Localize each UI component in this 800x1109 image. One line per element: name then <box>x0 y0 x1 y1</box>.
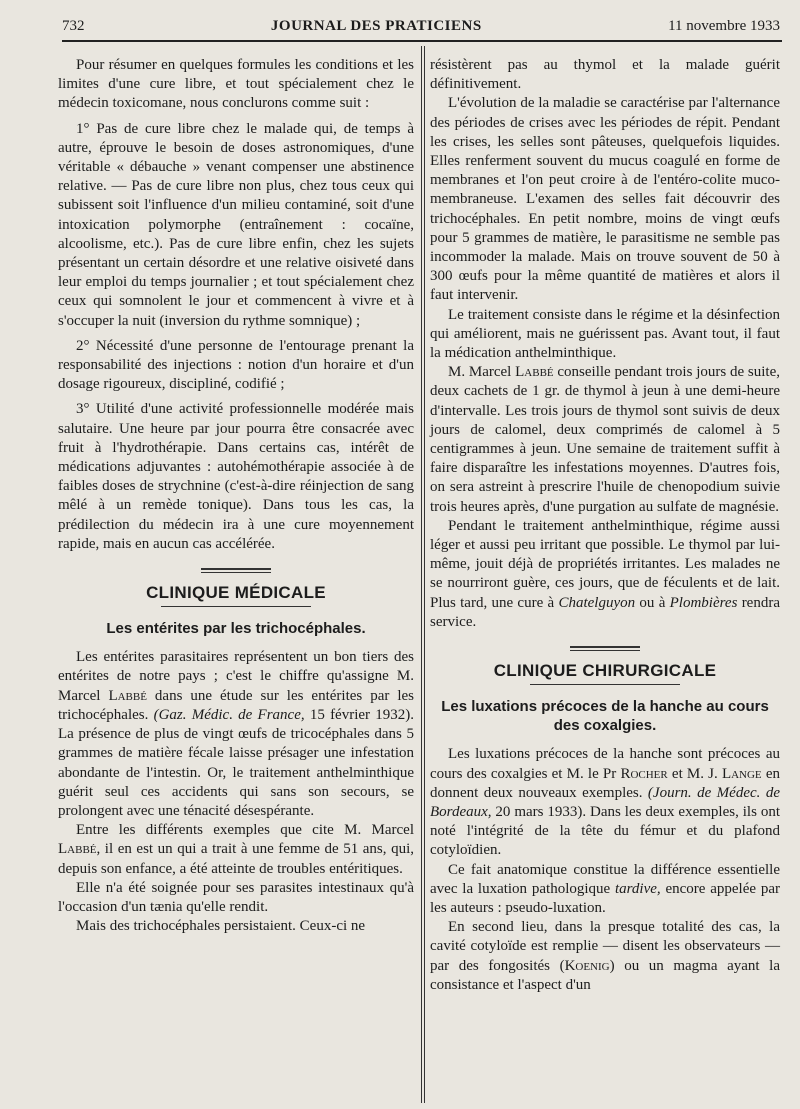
article-paragraph-1: Les entérites parasitaires représentent un bon tiers des entérites de notre pays ; c'est le chiffre qu'assigne M. Marcel Labbé dans une étude sur les entérites par les trichocéphales. (Gaz. Médic. de France, 15 février 1932). La présence de plus de vingt œufs de tricocéphales dans 5 grammes de matière fécale laisse présager une infestation abondante de l'intestin. Or, le traitement anthelminthique guérit seul ces accidents qui sans son secours, se prolongent avec une ténacité désespérante. <box>58 649 414 819</box>
section-ornament <box>201 568 271 573</box>
article-paragraph-luxations-1: Les luxations précoces de la hanche sont précoces au cours des coxalgies et M. le Pr Rocher et M. J. Lange en donnent deux nouveaux exemples. (Journ. de Médec. de Bordeaux, 20 mars 1933). Dans les deux exemples, ils ont noté l'intégrité de la tête du fémur et du plafond cotyloïdien. <box>430 746 780 859</box>
paragraph-point-1: 1° Pas de cure libre chez le malade qui, de temps à autre, éprouve le besoin de doses astronomiques, d'une véritable « débauche » venant compenser une abstinence relative. — Pas de cure libre non plus, chez tous ceux qui subissent soit l'influence d'un milieu contaminé, soit d'une intoxication polymorphe (entraînement : cocaïne, alcoolisme, etc.). Pas de cure libre enfin, chez les sujets présentant un certain désordre et une relative oisiveté dans leur emploi du temps journalier ; et tout spécialement chez ceux qui somnolent le jour et commencent à vivre et à s'occuper la nuit (inversion du rythme somnique) ; <box>58 120 414 329</box>
column-divider <box>421 46 422 1103</box>
section-underline <box>161 606 311 607</box>
place-name: Plombières <box>669 594 738 611</box>
issue-date: 11 novembre 1933 <box>668 18 780 34</box>
author-name: Koenig <box>564 957 610 974</box>
citation: (Gaz. Médic. de France, <box>153 706 305 723</box>
citation: (Journ. de Médec. de Bordeaux, <box>430 784 780 820</box>
section-title-chirurgicale: CLINIQUE CHIRURGICALE <box>493 661 717 681</box>
author-name: Labbé <box>58 841 97 858</box>
page-header <box>62 18 780 40</box>
article-paragraph-luxations-2: Ce fait anatomique constitue la différence essentielle avec la luxation pathologique tardive, encore appelée par les auteurs : pseudo-luxation. <box>430 861 780 916</box>
article-paragraph-2: Entre les différents exemples que cite M. Marcel Labbé, il en est un qui a trait à une femme de 51 ans, qui, depuis son enfance, a été atteinte de troubles entéritiques. <box>58 822 414 877</box>
paragraph-traitement: Le traitement consiste dans le régime et la désinfection qui améliorent, mais ne guérissent pas. Avant tout, il faut la médication anthelminthique. <box>430 306 780 362</box>
place-name: Chatelguyon <box>558 594 636 611</box>
section-ornament <box>570 646 640 651</box>
author-name: Labbé <box>515 364 554 381</box>
article-paragraph-3: Elle n'a été soignée pour ses parasites intestinaux qu'à l'occasion d'un tænia qu'elle rendit. <box>58 879 414 915</box>
paragraph-labbe-protocol: M. Marcel Labbé conseille pendant trois jours de suite, deux cachets de 1 gr. de thymol à jeun à une demi-heure d'intervalle. Les trois jours de thymol sont suivis de deux jours de calomel, deux comprimés de calomel à 5 centigrammes à jeun. Une semaine de traitement suffit à faire disparaître les infestations moyennes. D'autres fois, on sera astreint à prescrire l'huile de chenopodium suivie trois heures après, d'une purgation au sulfate de magnésie. <box>430 364 781 515</box>
paragraph-continuation: résistèrent pas au thymol et la malade guérit définitivement. <box>430 57 780 93</box>
article-paragraph-4: Mais des trichocéphales persistaient. Ceux-ci ne <box>76 918 366 935</box>
header-rule <box>62 40 782 42</box>
paragraph-regime: Pendant le traitement anthelminthique, régime aussi léger et aussi peu irritant que possible. Le thymol par lui-même, jouit déjà de propriétés irritantes. Les malades ne se nourriront guère, ces jours, que de féculents et de lait. Plus tard, une cure à Chatelguyon ou à Plombières rendra service. <box>430 517 780 630</box>
article-title-luxations: Les luxations précoces de la hanche au cours des coxalgies. <box>441 698 769 735</box>
article-paragraph-luxations-3: En second lieu, dans la presque totalité des cas, la cavité cotyloïde est remplie — disent les observateurs — par des fongosités (Koenig) ou un magma ayant la consistance et l'aspect d'un <box>430 919 780 993</box>
left-column <box>58 56 414 1099</box>
paragraph-intro: Pour résumer en quelques formules les conditions et les limites d'une cure libre, et tout spécialement chez le médecin toxicomane, nous conclurons comme suit : <box>58 57 414 112</box>
article-title-trichocephales: Les entérites par les trichocéphales. <box>106 620 366 638</box>
section-underline <box>530 684 680 685</box>
column-divider-second <box>424 46 425 1103</box>
author-name: Rocher <box>620 765 668 782</box>
journal-title: JOURNAL DES PRATICIENS <box>270 18 482 34</box>
author-name: Lange <box>721 765 762 782</box>
paragraph-point-2: 2° Nécessité d'une personne de l'entourage prenant la responsabilité des injections : notion d'un horaire et d'un dosage rigoureux, discipliné, codifié ; <box>58 337 414 393</box>
author-name: Labbé <box>108 687 147 704</box>
section-title-medicale: CLINIQUE MÉDICALE <box>146 583 326 603</box>
page-number: 732 <box>62 18 85 34</box>
right-column <box>430 56 780 1099</box>
paragraph-evolution: L'évolution de la maladie se caractérise par l'alternance des périodes de crises avec les périodes de répit. Pendant les crises, les selles sont pâteuses, quelquefois liquides. Elles renferment souvent du mucus coagulé en forme de membranes et l'on peut croire à de l'entéro-colite muco-membraneuse. L'examen des selles fait découvrir des trichocéphales. En petit nombre, moins de vingt œufs pour 5 grammes de matière, le parasitisme ne semble pas incommoder la malade. Mais on trouve souvent de 50 à 300 œufs pour la même quantité de matières et alors il faut intervenir. <box>430 95 780 304</box>
paragraph-point-3: 3° Utilité d'une activité professionnelle modérée mais salutaire. Une heure par jour pourra être consacrée avec fruit à l'hydrothérapie. Dans certains cas, intérêt de médications adjuvantes : autohémothérapie associée à de faibles doses de strychnine (c'est-à-dire réinjection de sang mêlé à un remède tonique). Dans tous les cas, la prédilection du médecin ira à une cure moyennement rapide, mais en aucun cas accélérée. <box>58 401 414 552</box>
